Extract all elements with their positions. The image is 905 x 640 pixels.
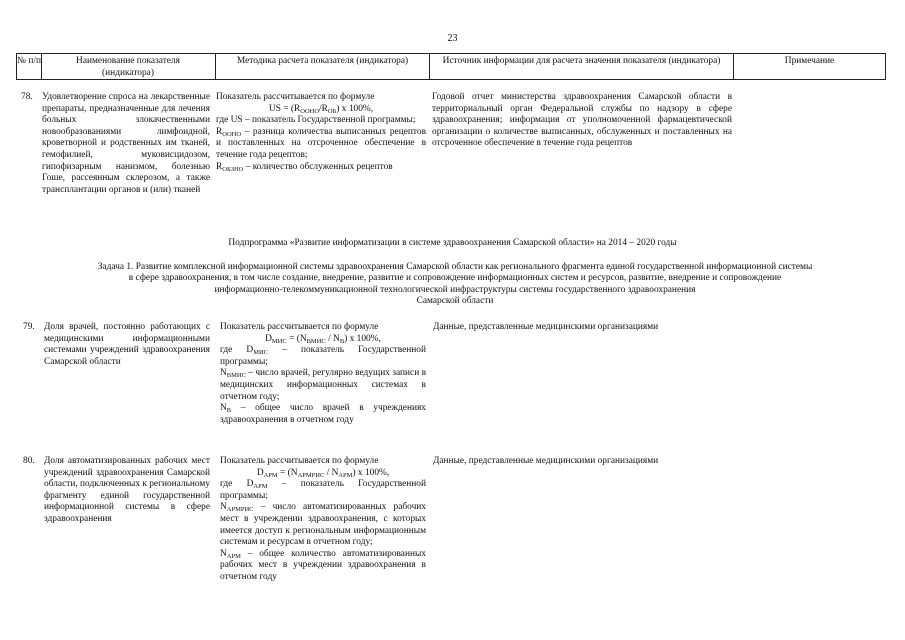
indicator-name: Удовлетворение спроса на лекарственные препараты, предназначенные для лечения больных злокачественными новообразованиями лимфоидной, кроветворной и родственных им тканей, гемофилией, муковисцидозом, гипофизарным нанизмом, болезнью Гоше, рассеянным склерозом, а также трансплантации органов и (или) тканей [42, 92, 210, 195]
method-intro: Показатель рассчитывается по формуле [220, 456, 379, 466]
header-divider [429, 53, 430, 80]
row-number: 78. [21, 92, 33, 102]
formula: $D_{АРМ} = (N_{АРМРИС} / N_{АРМ})$ x 100%, [256, 467, 390, 479]
task-line: Задача 1. Развитие комплексной информационной системы здравоохранения Самарской области как регионального фрагмента единой государственной информационной системы [97, 262, 813, 272]
page-number: 23 [447, 33, 458, 44]
definition: $R_{ОБЗНО}$ – количество обслуженных рецептов [216, 161, 393, 173]
header-col-method: Методика расчета показателя (индикатора) [236, 56, 409, 66]
definition: где US – показатель Государственной программы; [216, 115, 416, 126]
definition: $N_{АРМ}$ – общее количество автоматизированных рабочих мест в учреждении здравоохранения в отчетном году [220, 548, 426, 582]
task-line: информационно-телекоммуникационной технологической инфраструктуры системы государственного здравоохранения [214, 284, 696, 295]
header-col-number: № п/п [17, 56, 41, 66]
formula: US = $(R_{ООНО}/R_{ОБ})$ x 100%, [268, 103, 374, 115]
row-number: 80. [23, 456, 35, 466]
header-bottom-rule [16, 79, 885, 80]
definition: $N_{АРМРИС}$ – число автоматизированных рабочих мест в учреждении здравоохранения, с которых имеется доступ к региональным информационным системам и ресурсам в отчетном году; [220, 502, 426, 548]
header-col-source: Источник информации для расчета значения показателя (индикатора) [442, 56, 721, 66]
header-col-name: Наименование показателя (индикатора) [76, 56, 180, 78]
task-heading [30, 262, 880, 308]
indicator-name: Доля автоматизированных рабочих мест учреждений здравоохранения Самарской области, подключенных к региональному фрагменту единой государственной информационной системы в сфере здравоохранения [44, 456, 211, 524]
information-source: Данные, представленные медицинскими организациями [433, 456, 659, 466]
definition: $N_{ВМИС}$ – число врачей, регулярно ведущих записи в медицинских информационных системах в отчетном году; [220, 368, 426, 402]
header-top-rule [16, 53, 885, 54]
information-source: Данные, представленные медицинскими организациями [433, 322, 659, 332]
task-line: в сфере здравоохранения, в том числе создание, внедрение, развитие и сопровождение информационных систем и ресурсов, развитие, внедрение и сопровождение [128, 273, 782, 284]
definition: $N_В$ – общее число врачей в учреждениях здравоохранения в отчетном году [220, 403, 426, 425]
method-intro: Показатель рассчитывается по формуле [220, 322, 379, 332]
header-col-note: Примечание [784, 56, 835, 66]
indicator-name: Доля врачей, постоянно работающих с медицинскими информационными системами учреждений здравоохранения Самарской области [44, 322, 210, 367]
definition: где $D_{МИС}$ – показатель Государственной программы; [220, 345, 426, 367]
calculation-method [216, 92, 426, 173]
row-number: 79. [23, 322, 35, 332]
calculation-method [220, 322, 426, 426]
header-divider [885, 53, 886, 80]
subprogram-title: Подпрограмма «Развитие информатизации в системе здравоохранения Самарской области» на 2014 – 2020 годы [228, 238, 677, 248]
formula: $D_{МИС} = (N_{ВМИС} / N_В)$ x 100%, [265, 333, 381, 345]
header-divider [41, 53, 42, 80]
calculation-method [220, 456, 426, 584]
information-source: Годовой отчет министерства здравоохранения Самарской области в территориальный орган Федеральной службы по надзору в сфере здравоохранения; информация от уполномоченной фармацевтической организации о количестве выписанных, обслуженных и поставленных на отсроченное обеспечение в течение года рецептов [432, 92, 732, 149]
definition: где $D_{АРМ}$ – показатель Государственной программы; [220, 479, 426, 501]
definition: $R_{ООНО}$ – разница количества выписанных рецептов и поставленных на отсроченное обеспечение в течение года рецептов; [216, 126, 426, 160]
method-intro: Показатель рассчитывается по формуле [216, 92, 375, 102]
task-line: Самарской области [416, 296, 494, 307]
